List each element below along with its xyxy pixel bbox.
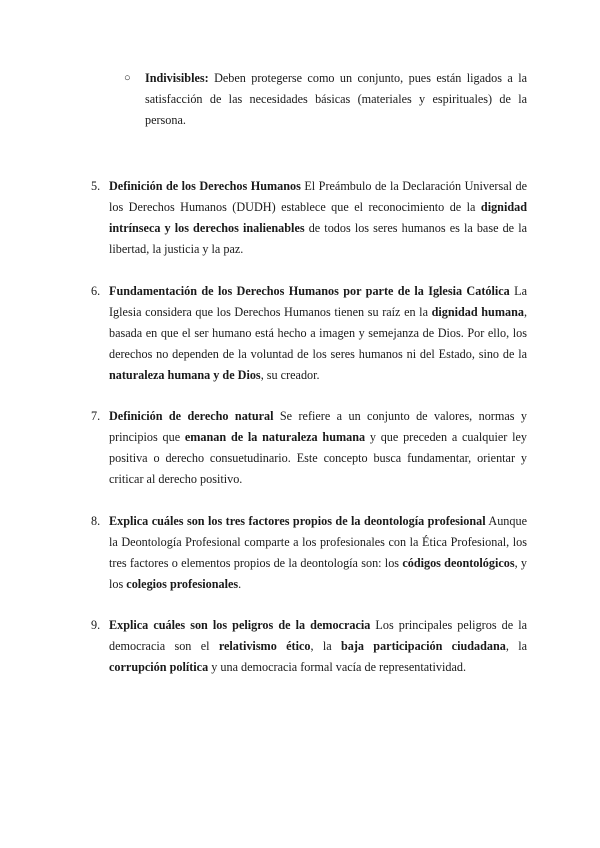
item-text: Aunque la Deontología Profesional comparte a los profesionales con la Ética Profesional, los tres factores o elementos propios de la deontología son: los [109, 514, 527, 570]
item-text: y que preceden a cualquier ley positiva o derecho consuetudinario. Este concepto busca fundamentar, orientar y criticar al derecho positivo. [109, 430, 527, 486]
list-item-7 [91, 406, 527, 490]
item-emphasis: códigos deontológicos [402, 556, 515, 570]
item-number: 5. [91, 179, 101, 193]
list-item-8 [91, 511, 528, 595]
item-emphasis: baja participación ciudadana [340, 639, 506, 653]
item-text: de todos los seres humanos es la base de la libertad, la justicia y la paz. [109, 221, 527, 256]
sub-bullet-text: Deben protegerse como un conjunto, pues están ligados a la satisfacción de las necesidades básicas (materiales y espirituales) de la persona. [145, 71, 527, 127]
item-title: Fundamentación de los Derechos Humanos por parte de la Iglesia Católica [109, 284, 510, 298]
item-title: Definición de los Derechos Humanos [109, 179, 301, 193]
item-text: , la [505, 639, 528, 653]
sub-bullet-label: Indivisibles: [145, 71, 209, 85]
item-emphasis: corrupción política [109, 660, 209, 674]
item-emphasis: dignidad intrínseca y los derechos inalienables [109, 200, 527, 235]
item-text: Se refiere a un conjunto de valores, normas y principios que [109, 409, 527, 444]
item-number: 7. [91, 409, 101, 423]
item-text: , la [310, 639, 341, 653]
sub-bullet-indivisibles [124, 68, 527, 131]
item-title: Explica cuáles son los peligros de la democracia [109, 618, 371, 632]
item-emphasis: naturaleza humana y de Dios [109, 368, 261, 382]
item-text: La Iglesia considera que los Derechos Humanos tienen su raíz en la [109, 284, 527, 319]
item-emphasis: relativismo ético [218, 639, 311, 653]
item-text: El Preámbulo de la Declaración Universal de los Derechos Humanos (DUDH) establece que el reconocimiento de la [109, 179, 527, 214]
item-emphasis: dignidad humana [431, 305, 524, 319]
item-text: . [238, 577, 242, 591]
item-text: , basada en que el ser humano está hecho a imagen y semejanza de Dios. Por ello, los derechos no dependen de la voluntad de los seres humanos ni del Estado, sino de la [109, 305, 527, 361]
item-text: y una democracia formal vacía de representatividad. [208, 660, 467, 674]
list-item-5 [91, 176, 527, 260]
item-title: Definición de derecho natural [109, 409, 274, 423]
item-emphasis: colegios profesionales [126, 577, 239, 591]
item-number: 6. [91, 284, 101, 298]
circle-bullet-icon: ○ [124, 72, 131, 84]
item-text: Los principales peligros de la democracia son el [109, 618, 527, 653]
item-text: , su creador. [260, 368, 320, 382]
list-item-9 [91, 615, 528, 678]
item-text: , y los [109, 556, 528, 591]
list-item-6 [91, 281, 527, 386]
item-emphasis: emanan de la naturaleza humana [184, 430, 366, 444]
item-title: Explica cuáles son los tres factores propios de la deontología profesional [109, 514, 486, 528]
item-number: 9. [91, 618, 101, 632]
item-number: 8. [91, 514, 101, 528]
